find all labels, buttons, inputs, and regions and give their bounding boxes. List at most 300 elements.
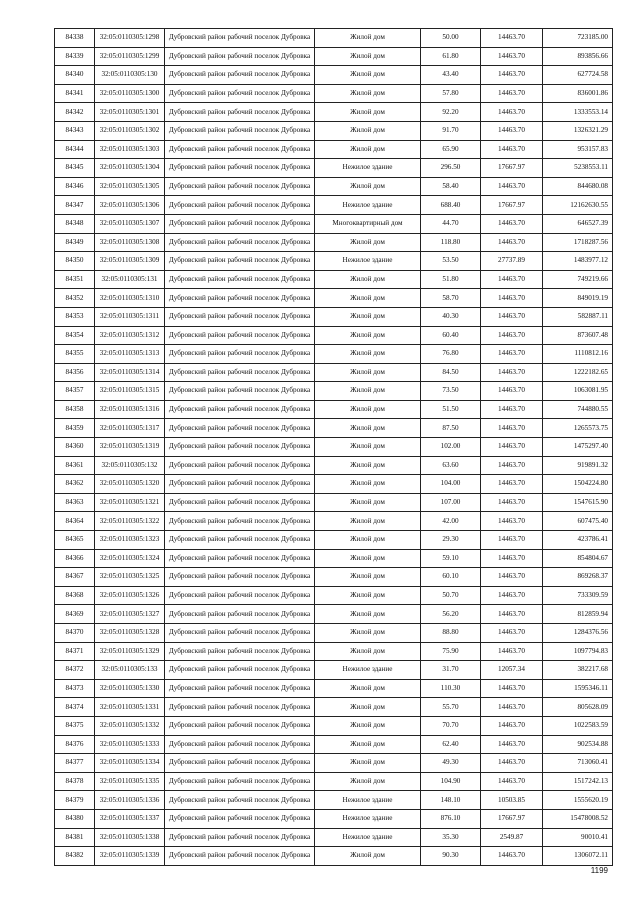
object-type-cell: Жилой дом (315, 307, 421, 326)
page-number: 1199 (590, 866, 608, 875)
row-number-cell: 84369 (55, 605, 95, 624)
object-type-cell: Жилой дом (315, 605, 421, 624)
area-cell: 70.70 (421, 716, 481, 735)
object-type-cell: Жилой дом (315, 698, 421, 717)
address-cell: Дубровский район рабочий поселок Дубровка (165, 512, 315, 531)
table-row (55, 177, 613, 196)
cadastral-value-cell: 713060.41 (543, 754, 613, 773)
row-number-cell: 84379 (55, 791, 95, 810)
object-type-cell: Жилой дом (315, 438, 421, 457)
address-cell: Дубровский район рабочий поселок Дубровка (165, 772, 315, 791)
row-number-cell: 84355 (55, 345, 95, 364)
object-type-cell: Жилой дом (315, 716, 421, 735)
row-number-cell: 84350 (55, 252, 95, 271)
address-cell: Дубровский район рабочий поселок Дубровка (165, 456, 315, 475)
object-type-cell: Многоквартирный дом (315, 214, 421, 233)
address-cell: Дубровский район рабочий поселок Дубровка (165, 847, 315, 866)
cadastral-value-cell: 1483977.12 (543, 252, 613, 271)
cadastral-number-cell: 32:05:0110305:1330 (95, 679, 165, 698)
cadastral-number-cell: 32:05:0110305:1316 (95, 400, 165, 419)
cadastral-number-cell: 32:05:0110305:1337 (95, 809, 165, 828)
address-cell: Дубровский район рабочий поселок Дубровка (165, 382, 315, 401)
address-cell: Дубровский район рабочий поселок Дубровка (165, 326, 315, 345)
area-cell: 62.40 (421, 735, 481, 754)
cadastral-value-cell: 1306072.11 (543, 847, 613, 866)
address-cell: Дубровский район рабочий поселок Дубровка (165, 270, 315, 289)
address-cell: Дубровский район рабочий поселок Дубровка (165, 363, 315, 382)
area-cell: 60.10 (421, 568, 481, 587)
area-cell: 40.30 (421, 307, 481, 326)
row-number-cell: 84344 (55, 140, 95, 159)
specific-value-cell: 14463.70 (481, 307, 543, 326)
object-type-cell: Жилой дом (315, 568, 421, 587)
object-type-cell: Жилой дом (315, 531, 421, 550)
address-cell: Дубровский район рабочий поселок Дубровка (165, 252, 315, 271)
area-cell: 876.10 (421, 809, 481, 828)
cadastral-number-cell: 32:05:0110305:1325 (95, 568, 165, 587)
row-number-cell: 84338 (55, 29, 95, 48)
table-row (55, 698, 613, 717)
cadastral-number-cell: 32:05:0110305:1322 (95, 512, 165, 531)
area-cell: 53.50 (421, 252, 481, 271)
row-number-cell: 84362 (55, 475, 95, 494)
area-cell: 102.00 (421, 438, 481, 457)
address-cell: Дубровский район рабочий поселок Дубровка (165, 419, 315, 438)
table-row (55, 754, 613, 773)
area-cell: 63.60 (421, 456, 481, 475)
area-cell: 58.40 (421, 177, 481, 196)
object-type-cell: Жилой дом (315, 270, 421, 289)
object-type-cell: Нежилое здание (315, 828, 421, 847)
row-number-cell: 84382 (55, 847, 95, 866)
table-row (55, 400, 613, 419)
row-number-cell: 84373 (55, 679, 95, 698)
cadastral-number-cell: 32:05:0110305:1310 (95, 289, 165, 308)
row-number-cell: 84346 (55, 177, 95, 196)
address-cell: Дубровский район рабочий поселок Дубровка (165, 661, 315, 680)
table-row (55, 233, 613, 252)
table-row (55, 828, 613, 847)
specific-value-cell: 14463.70 (481, 29, 543, 48)
cadastral-number-cell: 32:05:0110305:133 (95, 661, 165, 680)
specific-value-cell: 14463.70 (481, 772, 543, 791)
object-type-cell: Жилой дом (315, 456, 421, 475)
specific-value-cell: 14463.70 (481, 233, 543, 252)
area-cell: 57.80 (421, 84, 481, 103)
address-cell: Дубровский район рабочий поселок Дубровка (165, 531, 315, 550)
address-cell: Дубровский район рабочий поселок Дубровка (165, 568, 315, 587)
table-row (55, 438, 613, 457)
address-cell: Дубровский район рабочий поселок Дубровка (165, 177, 315, 196)
cadastral-value-cell: 646527.39 (543, 214, 613, 233)
address-cell: Дубровский район рабочий поселок Дубровка (165, 679, 315, 698)
cadastral-number-cell: 32:05:0110305:1331 (95, 698, 165, 717)
address-cell: Дубровский район рабочий поселок Дубровка (165, 586, 315, 605)
table-row (55, 475, 613, 494)
table-row (55, 735, 613, 754)
object-type-cell: Жилой дом (315, 586, 421, 605)
specific-value-cell: 14463.70 (481, 586, 543, 605)
table-row (55, 159, 613, 178)
row-number-cell: 84378 (55, 772, 95, 791)
object-type-cell: Жилой дом (315, 363, 421, 382)
table-row (55, 809, 613, 828)
address-cell: Дубровский район рабочий поселок Дубровка (165, 828, 315, 847)
area-cell: 50.00 (421, 29, 481, 48)
table-row (55, 568, 613, 587)
row-number-cell: 84347 (55, 196, 95, 215)
address-cell: Дубровский район рабочий поселок Дубровка (165, 735, 315, 754)
area-cell: 107.00 (421, 493, 481, 512)
table-row (55, 531, 613, 550)
cadastral-number-cell: 32:05:0110305:1327 (95, 605, 165, 624)
specific-value-cell: 14463.70 (481, 512, 543, 531)
specific-value-cell: 14463.70 (481, 345, 543, 364)
cadastral-number-cell: 32:05:0110305:1319 (95, 438, 165, 457)
table-row (55, 419, 613, 438)
cadastral-number-cell: 32:05:0110305:1328 (95, 624, 165, 643)
area-cell: 296.50 (421, 159, 481, 178)
object-type-cell: Жилой дом (315, 29, 421, 48)
specific-value-cell: 14463.70 (481, 456, 543, 475)
area-cell: 31.70 (421, 661, 481, 680)
object-type-cell: Жилой дом (315, 419, 421, 438)
specific-value-cell: 14463.70 (481, 624, 543, 643)
cadastral-number-cell: 32:05:0110305:1339 (95, 847, 165, 866)
cadastral-value-cell: 812859.94 (543, 605, 613, 624)
row-number-cell: 84375 (55, 716, 95, 735)
cadastral-value-cell: 1555620.19 (543, 791, 613, 810)
table-row (55, 679, 613, 698)
cadastral-value-cell: 582887.11 (543, 307, 613, 326)
specific-value-cell: 14463.70 (481, 400, 543, 419)
row-number-cell: 84354 (55, 326, 95, 345)
object-type-cell: Жилой дом (315, 642, 421, 661)
cadastral-value-cell: 1110812.16 (543, 345, 613, 364)
object-type-cell: Жилой дом (315, 289, 421, 308)
cadastral-number-cell: 32:05:0110305:1307 (95, 214, 165, 233)
object-type-cell: Нежилое здание (315, 252, 421, 271)
cadastral-value-table (54, 28, 613, 866)
area-cell: 50.70 (421, 586, 481, 605)
cadastral-value-cell: 744880.55 (543, 400, 613, 419)
row-number-cell: 84377 (55, 754, 95, 773)
cadastral-value-cell: 607475.40 (543, 512, 613, 531)
object-type-cell: Жилой дом (315, 475, 421, 494)
area-cell: 88.80 (421, 624, 481, 643)
cadastral-number-cell: 32:05:0110305:1304 (95, 159, 165, 178)
cadastral-number-cell: 32:05:0110305:1302 (95, 121, 165, 140)
table-row (55, 605, 613, 624)
cadastral-number-cell: 32:05:0110305:1326 (95, 586, 165, 605)
cadastral-number-cell: 32:05:0110305:1333 (95, 735, 165, 754)
cadastral-number-cell: 32:05:0110305:132 (95, 456, 165, 475)
address-cell: Дубровский район рабочий поселок Дубровка (165, 196, 315, 215)
object-type-cell: Жилой дом (315, 847, 421, 866)
cadastral-value-cell: 844680.08 (543, 177, 613, 196)
table-row (55, 196, 613, 215)
specific-value-cell: 14463.70 (481, 47, 543, 66)
specific-value-cell: 14463.70 (481, 438, 543, 457)
cadastral-number-cell: 32:05:0110305:1324 (95, 549, 165, 568)
area-cell: 44.70 (421, 214, 481, 233)
row-number-cell: 84374 (55, 698, 95, 717)
area-cell: 51.80 (421, 270, 481, 289)
area-cell: 55.70 (421, 698, 481, 717)
area-cell: 148.10 (421, 791, 481, 810)
row-number-cell: 84351 (55, 270, 95, 289)
object-type-cell: Жилой дом (315, 382, 421, 401)
row-number-cell: 84352 (55, 289, 95, 308)
row-number-cell: 84341 (55, 84, 95, 103)
specific-value-cell: 10503.85 (481, 791, 543, 810)
cadastral-number-cell: 32:05:0110305:1334 (95, 754, 165, 773)
cadastral-number-cell: 32:05:0110305:1306 (95, 196, 165, 215)
cadastral-value-cell: 1333553.14 (543, 103, 613, 122)
cadastral-value-cell: 1547615.90 (543, 493, 613, 512)
table-row (55, 140, 613, 159)
area-cell: 104.00 (421, 475, 481, 494)
object-type-cell: Жилой дом (315, 121, 421, 140)
row-number-cell: 84364 (55, 512, 95, 531)
row-number-cell: 84357 (55, 382, 95, 401)
specific-value-cell: 14463.70 (481, 214, 543, 233)
specific-value-cell: 27737.89 (481, 252, 543, 271)
table-row (55, 103, 613, 122)
area-cell: 60.40 (421, 326, 481, 345)
table-row (55, 47, 613, 66)
object-type-cell: Жилой дом (315, 140, 421, 159)
address-cell: Дубровский район рабочий поселок Дубровка (165, 791, 315, 810)
table-row (55, 847, 613, 866)
address-cell: Дубровский район рабочий поселок Дубровка (165, 233, 315, 252)
specific-value-cell: 14463.70 (481, 382, 543, 401)
address-cell: Дубровский район рабочий поселок Дубровка (165, 642, 315, 661)
cadastral-value-cell: 873607.48 (543, 326, 613, 345)
area-cell: 51.50 (421, 400, 481, 419)
cadastral-value-cell: 1265573.75 (543, 419, 613, 438)
row-number-cell: 84371 (55, 642, 95, 661)
cadastral-value-cell: 953157.83 (543, 140, 613, 159)
row-number-cell: 84365 (55, 531, 95, 550)
cadastral-number-cell: 32:05:0110305:1303 (95, 140, 165, 159)
cadastral-value-cell: 1475297.40 (543, 438, 613, 457)
object-type-cell: Жилой дом (315, 549, 421, 568)
cadastral-value-cell: 1284376.56 (543, 624, 613, 643)
cadastral-number-cell: 32:05:0110305:1336 (95, 791, 165, 810)
table-row (55, 270, 613, 289)
cadastral-value-cell: 749219.66 (543, 270, 613, 289)
object-type-cell: Жилой дом (315, 400, 421, 419)
table-row (55, 363, 613, 382)
area-cell: 49.30 (421, 754, 481, 773)
cadastral-value-cell: 849019.19 (543, 289, 613, 308)
cadastral-number-cell: 32:05:0110305:1311 (95, 307, 165, 326)
specific-value-cell: 14463.70 (481, 326, 543, 345)
area-cell: 59.10 (421, 549, 481, 568)
address-cell: Дубровский район рабочий поселок Дубровка (165, 698, 315, 717)
cadastral-number-cell: 32:05:0110305:1308 (95, 233, 165, 252)
row-number-cell: 84358 (55, 400, 95, 419)
row-number-cell: 84363 (55, 493, 95, 512)
table-row (55, 586, 613, 605)
cadastral-value-cell: 1097794.83 (543, 642, 613, 661)
cadastral-value-cell: 854804.67 (543, 549, 613, 568)
cadastral-number-cell: 32:05:0110305:130 (95, 66, 165, 85)
area-cell: 104.90 (421, 772, 481, 791)
address-cell: Дубровский район рабочий поселок Дубровка (165, 754, 315, 773)
row-number-cell: 84356 (55, 363, 95, 382)
object-type-cell: Нежилое здание (315, 809, 421, 828)
row-number-cell: 84348 (55, 214, 95, 233)
cadastral-value-cell: 1063081.95 (543, 382, 613, 401)
specific-value-cell: 2549.87 (481, 828, 543, 847)
object-type-cell: Нежилое здание (315, 159, 421, 178)
table-row (55, 252, 613, 271)
specific-value-cell: 14463.70 (481, 679, 543, 698)
object-type-cell: Жилой дом (315, 512, 421, 531)
row-number-cell: 84367 (55, 568, 95, 587)
cadastral-number-cell: 32:05:0110305:1335 (95, 772, 165, 791)
object-type-cell: Жилой дом (315, 624, 421, 643)
cadastral-value-cell: 1222182.65 (543, 363, 613, 382)
specific-value-cell: 14463.70 (481, 84, 543, 103)
cadastral-value-cell: 15478008.52 (543, 809, 613, 828)
specific-value-cell: 14463.70 (481, 847, 543, 866)
cadastral-value-cell: 723185.00 (543, 29, 613, 48)
row-number-cell: 84361 (55, 456, 95, 475)
area-cell: 42.00 (421, 512, 481, 531)
address-cell: Дубровский район рабочий поселок Дубровка (165, 121, 315, 140)
address-cell: Дубровский район рабочий поселок Дубровка (165, 307, 315, 326)
table-row (55, 66, 613, 85)
cadastral-number-cell: 32:05:0110305:131 (95, 270, 165, 289)
address-cell: Дубровский район рабочий поселок Дубровка (165, 214, 315, 233)
specific-value-cell: 14463.70 (481, 605, 543, 624)
address-cell: Дубровский район рабочий поселок Дубровка (165, 605, 315, 624)
table-row (55, 456, 613, 475)
cadastral-number-cell: 32:05:0110305:1332 (95, 716, 165, 735)
specific-value-cell: 14463.70 (481, 363, 543, 382)
area-cell: 65.90 (421, 140, 481, 159)
specific-value-cell: 14463.70 (481, 735, 543, 754)
table-body (55, 29, 613, 866)
address-cell: Дубровский район рабочий поселок Дубровка (165, 289, 315, 308)
address-cell: Дубровский район рабочий поселок Дубровка (165, 159, 315, 178)
address-cell: Дубровский район рабочий поселок Дубровка (165, 549, 315, 568)
row-number-cell: 84376 (55, 735, 95, 754)
specific-value-cell: 14463.70 (481, 103, 543, 122)
address-cell: Дубровский район рабочий поселок Дубровка (165, 140, 315, 159)
row-number-cell: 84360 (55, 438, 95, 457)
object-type-cell: Жилой дом (315, 493, 421, 512)
specific-value-cell: 14463.70 (481, 475, 543, 494)
row-number-cell: 84381 (55, 828, 95, 847)
object-type-cell: Жилой дом (315, 345, 421, 364)
cadastral-value-cell: 733309.59 (543, 586, 613, 605)
table-row (55, 493, 613, 512)
table-row (55, 307, 613, 326)
table-row (55, 512, 613, 531)
cadastral-value-cell: 627724.58 (543, 66, 613, 85)
specific-value-cell: 14463.70 (481, 642, 543, 661)
cadastral-number-cell: 32:05:0110305:1313 (95, 345, 165, 364)
area-cell: 35.30 (421, 828, 481, 847)
cadastral-number-cell: 32:05:0110305:1329 (95, 642, 165, 661)
cadastral-number-cell: 32:05:0110305:1298 (95, 29, 165, 48)
table-row (55, 214, 613, 233)
area-cell: 61.80 (421, 47, 481, 66)
cadastral-value-cell: 1595346.11 (543, 679, 613, 698)
table-row (55, 661, 613, 680)
specific-value-cell: 14463.70 (481, 716, 543, 735)
cadastral-number-cell: 32:05:0110305:1299 (95, 47, 165, 66)
object-type-cell: Жилой дом (315, 754, 421, 773)
address-cell: Дубровский район рабочий поселок Дубровка (165, 66, 315, 85)
address-cell: Дубровский район рабочий поселок Дубровка (165, 475, 315, 494)
area-cell: 29.30 (421, 531, 481, 550)
cadastral-number-cell: 32:05:0110305:1305 (95, 177, 165, 196)
object-type-cell: Жилой дом (315, 735, 421, 754)
object-type-cell: Жилой дом (315, 772, 421, 791)
table-row (55, 642, 613, 661)
specific-value-cell: 14463.70 (481, 754, 543, 773)
table-row (55, 624, 613, 643)
specific-value-cell: 17667.97 (481, 196, 543, 215)
specific-value-cell: 14463.70 (481, 177, 543, 196)
specific-value-cell: 14463.70 (481, 419, 543, 438)
table-row (55, 326, 613, 345)
specific-value-cell: 14463.70 (481, 140, 543, 159)
cadastral-value-cell: 12162630.55 (543, 196, 613, 215)
cadastral-number-cell: 32:05:0110305:1338 (95, 828, 165, 847)
table-row (55, 772, 613, 791)
row-number-cell: 84380 (55, 809, 95, 828)
cadastral-value-cell: 90010.41 (543, 828, 613, 847)
cadastral-value-cell: 382217.68 (543, 661, 613, 680)
area-cell: 118.80 (421, 233, 481, 252)
area-cell: 76.80 (421, 345, 481, 364)
specific-value-cell: 14463.70 (481, 493, 543, 512)
address-cell: Дубровский район рабочий поселок Дубровка (165, 716, 315, 735)
cadastral-value-cell: 1517242.13 (543, 772, 613, 791)
area-cell: 56.20 (421, 605, 481, 624)
address-cell: Дубровский район рабочий поселок Дубровка (165, 809, 315, 828)
row-number-cell: 84345 (55, 159, 95, 178)
cadastral-number-cell: 32:05:0110305:1315 (95, 382, 165, 401)
row-number-cell: 84353 (55, 307, 95, 326)
table-row (55, 84, 613, 103)
row-number-cell: 84359 (55, 419, 95, 438)
table-row (55, 382, 613, 401)
row-number-cell: 84372 (55, 661, 95, 680)
cadastral-value-cell: 1504224.80 (543, 475, 613, 494)
area-cell: 92.20 (421, 103, 481, 122)
specific-value-cell: 14463.70 (481, 549, 543, 568)
specific-value-cell: 14463.70 (481, 66, 543, 85)
address-cell: Дубровский район рабочий поселок Дубровка (165, 400, 315, 419)
address-cell: Дубровский район рабочий поселок Дубровка (165, 103, 315, 122)
cadastral-value-cell: 1022583.59 (543, 716, 613, 735)
address-cell: Дубровский район рабочий поселок Дубровка (165, 438, 315, 457)
cadastral-number-cell: 32:05:0110305:1321 (95, 493, 165, 512)
object-type-cell: Нежилое здание (315, 661, 421, 680)
area-cell: 90.30 (421, 847, 481, 866)
area-cell: 43.40 (421, 66, 481, 85)
row-number-cell: 84342 (55, 103, 95, 122)
cadastral-value-cell: 919891.32 (543, 456, 613, 475)
area-cell: 91.70 (421, 121, 481, 140)
